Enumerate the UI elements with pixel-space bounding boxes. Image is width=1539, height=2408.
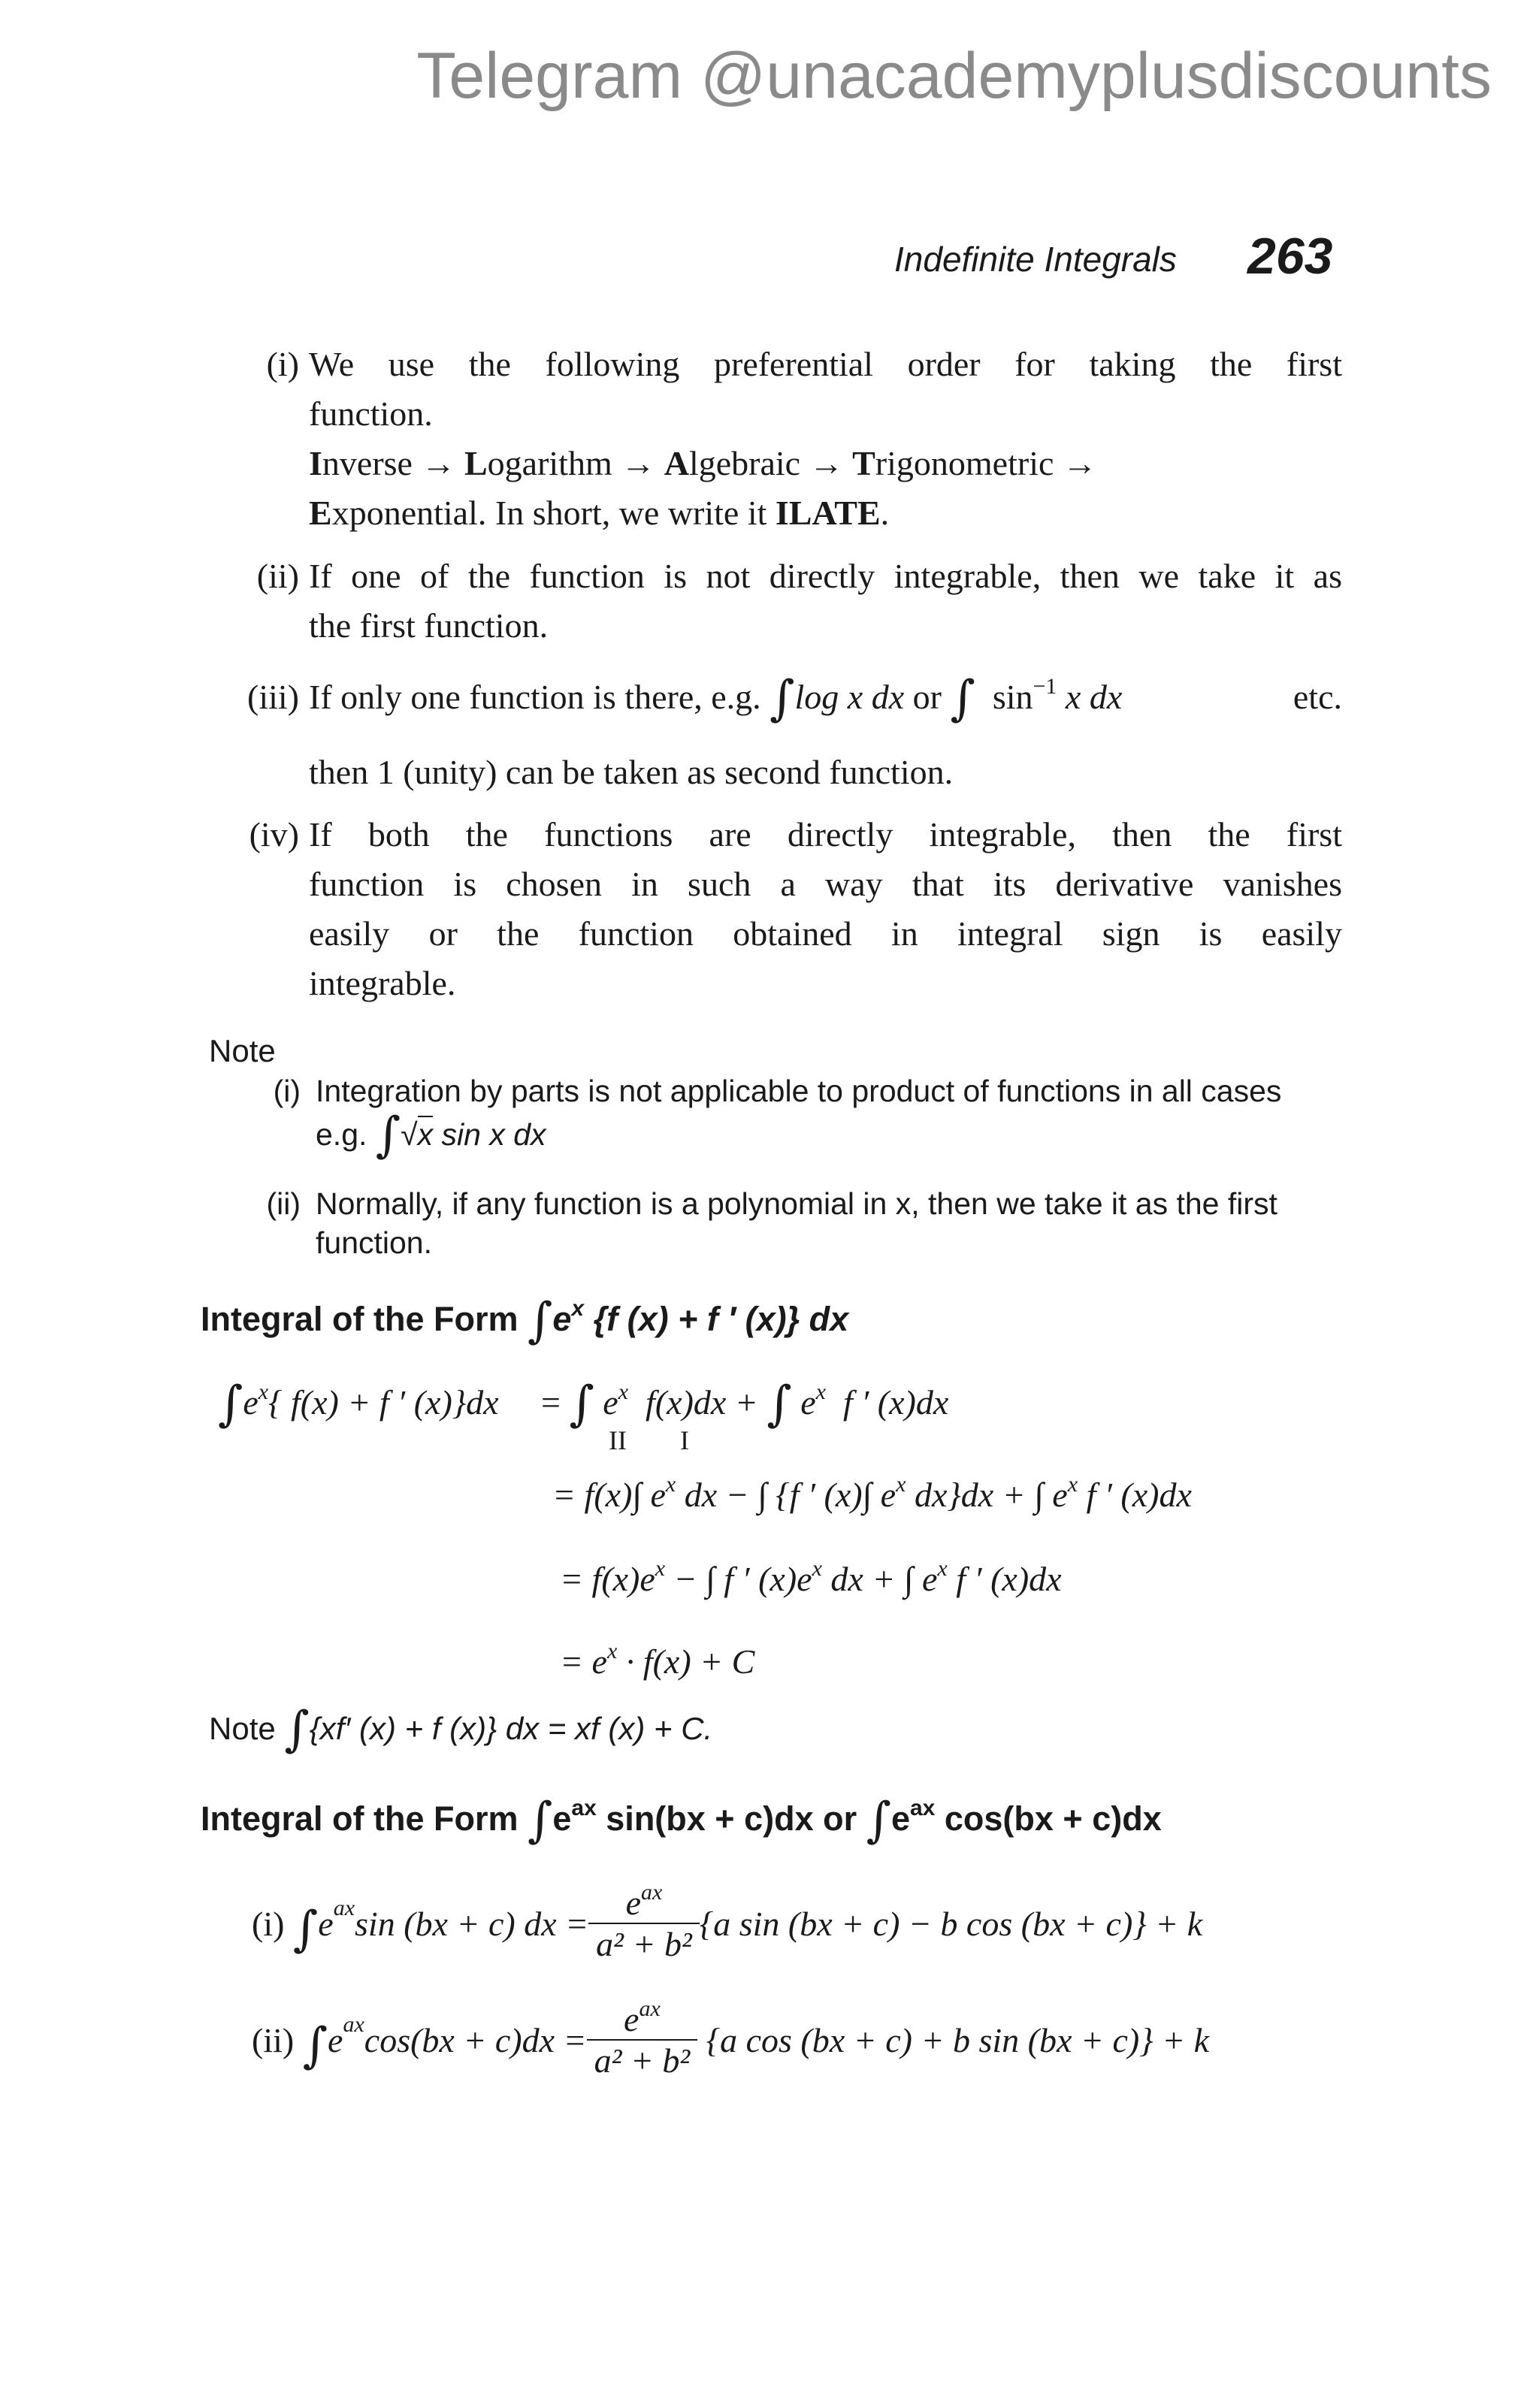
integral-sign: ∫ — [866, 1793, 891, 1848]
rule-line: then 1 (unity) can be taken as second function. — [309, 753, 954, 791]
derivation-lhs: $\int e^x${ f(x) + f ′ (x)}dx — [218, 1376, 499, 1432]
rule-line: function. — [309, 394, 433, 433]
note-label: Note — [209, 1711, 276, 1746]
ilate-acronym: ILATE — [775, 494, 881, 532]
note-item-text: Normally, if any function is a polynomial in x, then we take it as the first function. — [316, 1186, 1277, 1260]
note-label: Note — [209, 1033, 276, 1068]
ilate-item: Logarithm — [464, 444, 612, 482]
rule-line: We use the following preferential order for taking the first — [309, 345, 1342, 383]
rule-line: integrable. — [309, 964, 456, 1002]
ilate-line: Exponential. In short, we write it ILATE. — [309, 494, 890, 532]
integral-sign: ∫ — [375, 1107, 401, 1163]
derivation-step-4: = $e^x \cdot f(x) + C$ — [560, 1639, 755, 1681]
watermark: Telegram @unacademyplusdiscounts — [416, 40, 1492, 112]
formula-row: (i) ∫ e ax sin (bx + c) dx = $\frac{e^{ax}}{\text{a² + b²}}$ {a sin (bx + c) − b cos (bx + c)} + k — [252, 1880, 1203, 1963]
formula-row: (ii) ∫ e ax cos(bx + c)dx = $\frac{e^{ax}}{\text{a² + b²}}$ {a cos (bx + c) + b sin (bx + c)} + k — [252, 1996, 1210, 2080]
derivation-step-2: = f(x)∫ $e^x$ dx − ∫ {f ′ (x)∫ $e^x$ dx}dx + ∫ $e^x$ f ′ (x)dx — [552, 1472, 1192, 1514]
formula-number: (ii) — [252, 2020, 295, 2059]
integral-sign: ∫ — [284, 1702, 310, 1757]
derivation-step-1: = ∫ $e^x$ f(x)dx + ∫ $e^x$ f ′ (x)dx — [541, 1376, 949, 1432]
note-item-number: (ii) — [266, 1186, 301, 1221]
rule-number: (i) — [266, 345, 299, 383]
rule-number: (iii) — [247, 678, 299, 716]
fraction: $\frac{e^{ax}}{\text{a² + b²}}$ — [587, 1999, 698, 2080]
rule-line: function is chosen in such a way that its derivative vanishes — [309, 865, 1342, 903]
ilate-item: Trigonometric — [852, 444, 1054, 482]
rule-number: (ii) — [256, 557, 299, 595]
note-line: Note ∫{xf′ (x) + f (x)} dx = xf (x) + C. — [209, 1702, 713, 1757]
arrow: → — [421, 444, 456, 482]
rule-number: (iv) — [249, 815, 299, 854]
rule-line: If both the functions are directly integrable, then the first — [309, 815, 1342, 854]
running-head: Indefinite Integrals — [894, 240, 1177, 279]
arrow: → — [621, 444, 656, 482]
ilate-item: Inverse — [309, 444, 413, 482]
integral-sign: ∫ — [770, 671, 795, 727]
derivation-step-3: = $f(x)e^x$ − ∫ f ′ $(x)e^x$ dx + ∫ $e^x$ f ′ (x)dx — [560, 1556, 1062, 1598]
arrow: → — [1062, 444, 1097, 482]
note-item-text: Integration by parts is not applicable to product of functions in all cases e.g. ∫√x sin x dx — [316, 1074, 1282, 1163]
section-heading: Integral of the Form $\int e^{ax}$ sin(bx + c)dx or $\int e^{ax}$ cos(bx + c)dx — [201, 1793, 1162, 1848]
arrow: → — [809, 444, 844, 482]
rule-text: If only one function is there, e.g. ∫log x dx or ∫ $\sin^{-1} x$ dx etc. — [309, 671, 1342, 727]
ilate-line — [309, 439, 1342, 488]
sqrt-symbol: √ — [401, 1117, 418, 1152]
fraction: $\frac{e^{ax}}{\text{a² + b²}}$ — [588, 1883, 700, 1964]
integral-sign: ∫ — [950, 671, 975, 727]
rule-text — [309, 340, 1342, 538]
mark-second-function: II — [609, 1425, 627, 1455]
integral-sign: ∫ — [528, 1793, 553, 1848]
page-number: 263 — [1247, 228, 1333, 285]
rule-line: the first function. — [309, 606, 549, 645]
rule-line: If one of the function is not directly integrable, then we take it as — [309, 557, 1342, 595]
rule-line: easily or the function obtained in integral sign is easily — [309, 914, 1342, 953]
formula-number: (i) — [252, 1904, 285, 1943]
ilate-item: Exponential — [309, 494, 478, 532]
rule-text — [309, 810, 1342, 1008]
rule-text — [309, 551, 1342, 651]
mark-first-function: I — [680, 1425, 689, 1455]
ilate-item: Algebraic — [664, 444, 801, 482]
note-item-number: (i) — [273, 1074, 301, 1108]
section-heading: Integral of the Form $\int e^x$ {f (x) + f ′ (x)} dx — [201, 1293, 849, 1349]
integral-sign: ∫ — [528, 1293, 553, 1349]
